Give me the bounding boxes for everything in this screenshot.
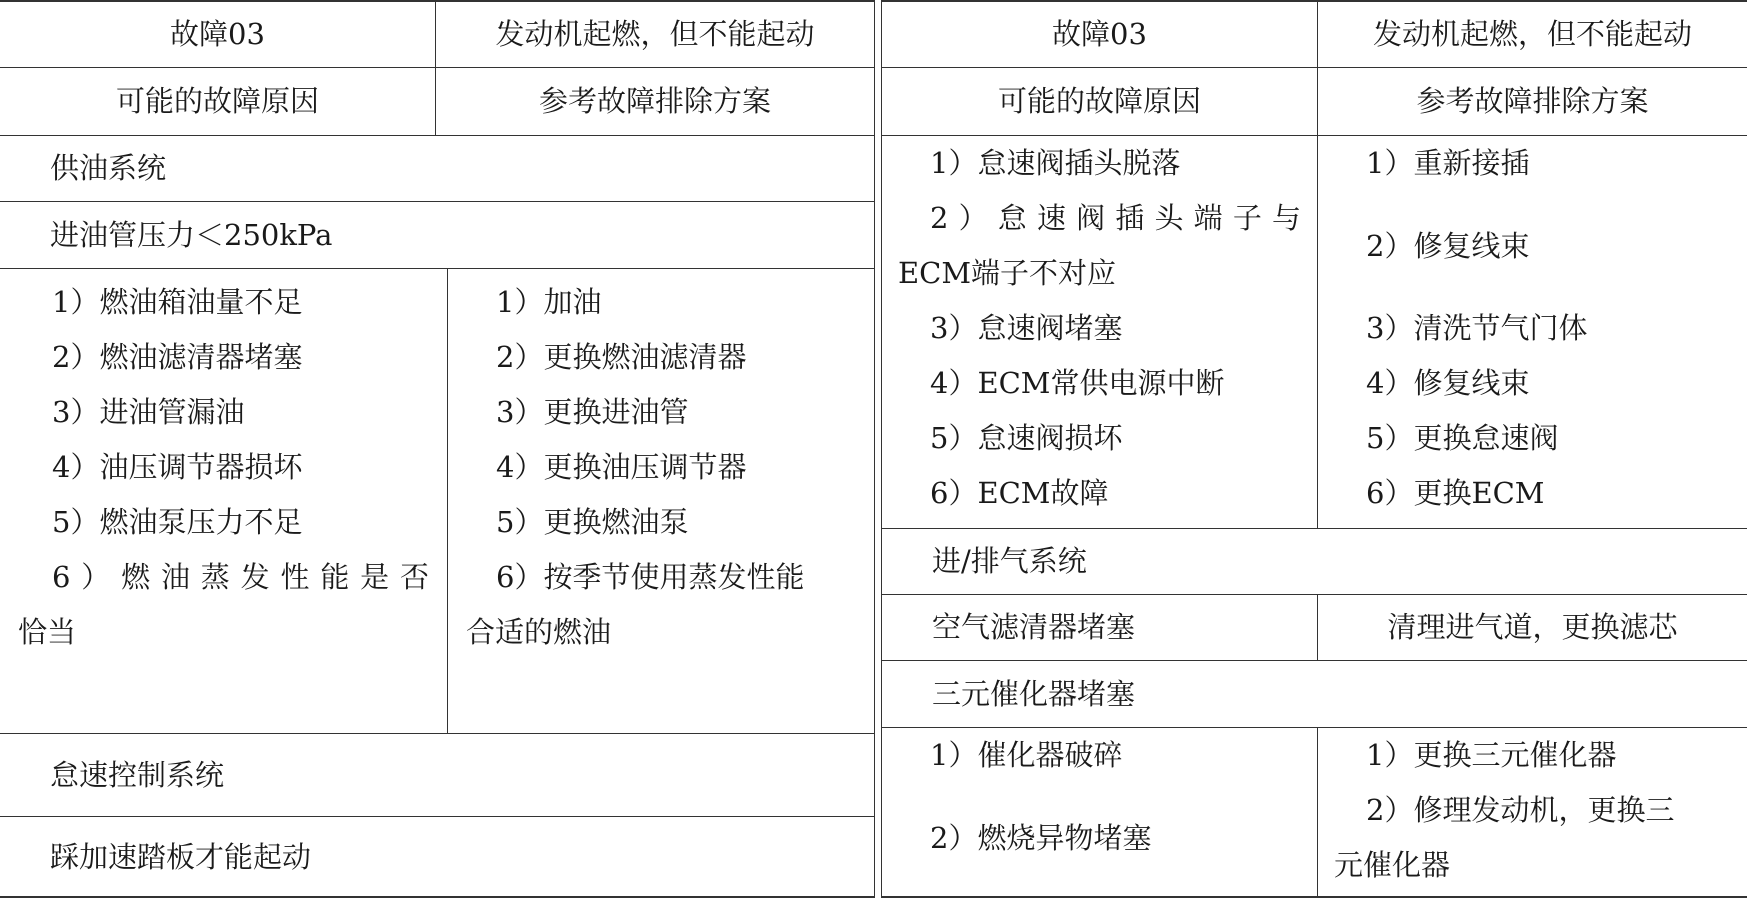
intake-exhaust-cell (882, 529, 1747, 594)
cause-header-cell (882, 68, 1318, 135)
air-filter-fix-cell (1318, 595, 1747, 660)
right-table (882, 0, 1747, 898)
list-item: 1）燃油箱油量不足 (52, 285, 303, 319)
pedal-row (0, 817, 874, 898)
header-row (882, 2, 1747, 68)
pedal-cell (0, 817, 874, 898)
list-item: 5）怠速阀损坏 (930, 421, 1123, 455)
fault-title-cell (1318, 2, 1747, 67)
list-item: 6）按季节使用蒸发性能 (496, 560, 805, 594)
fuel-system-row (0, 136, 874, 202)
catalyst-fix-cell (1318, 728, 1747, 898)
intake-exhaust-row (882, 529, 1747, 595)
list-item: 4）ECM常供电源中断 (930, 366, 1225, 400)
list-item: 2）修理发动机，更换三 (1366, 793, 1675, 827)
fault-code: 故障03 (170, 17, 265, 52)
list-item: 4）油压调节器损坏 (52, 450, 303, 484)
fuel-causes-list (0, 275, 447, 660)
solution-header: 参考故障排除方案 (538, 84, 771, 119)
air-filter-fix: 清理进气道，更换滤芯 (1387, 610, 1678, 645)
fuel-detail-row (0, 269, 874, 734)
idle-system-cell (0, 734, 874, 816)
list-item: 2）燃烧异物堵塞 (930, 821, 1152, 855)
solution-header-cell (436, 68, 874, 135)
cause-header: 可能的故障原因 (115, 84, 319, 119)
fuel-causes-cell (0, 269, 448, 733)
list-item: 2）修复线束 (1366, 229, 1530, 263)
list-item: 3）进油管漏油 (52, 395, 245, 429)
list-item: 6）ECM故障 (930, 476, 1109, 510)
idle-causes-cell (882, 136, 1318, 528)
list-item: ECM端子不对应 (898, 256, 1117, 290)
air-filter-row (882, 595, 1747, 661)
fuel-pressure-cell (0, 202, 874, 268)
idle-solutions-list (1318, 136, 1747, 521)
fuel-solutions-list (448, 275, 874, 660)
subheader-row (882, 68, 1747, 136)
catalyst-fix-list (1318, 728, 1747, 893)
list-item: 1）加油 (496, 285, 602, 319)
fuel-pressure-label: 进油管压力＜250kPa (50, 217, 333, 252)
catalyst-cell (882, 661, 1747, 727)
list-item: 3）更换进油管 (496, 395, 689, 429)
fuel-solutions-cell (448, 269, 874, 733)
fault-code-cell (882, 2, 1318, 67)
fuel-pressure-row (0, 202, 874, 269)
list-item: 1）更换三元催化器 (1366, 738, 1617, 772)
catalyst-label: 三元催化器堵塞 (932, 676, 1136, 711)
air-filter-label: 空气滤清器堵塞 (932, 610, 1136, 645)
list-item: 1）催化器破碎 (930, 738, 1123, 772)
idle-detail-row (882, 136, 1747, 529)
fault-title-cell (436, 2, 874, 67)
list-item: 2）更换燃油滤清器 (496, 340, 747, 374)
list-item: 恰当 (18, 615, 77, 649)
list-item: 5）更换燃油泵 (496, 505, 689, 539)
list-item: 3）清洗节气门体 (1366, 311, 1588, 345)
list-item: 5）更换怠速阀 (1366, 421, 1559, 455)
list-item: 合适的燃油 (466, 615, 612, 649)
list-item: 6）更换ECM (1366, 476, 1545, 510)
fault-code-cell (0, 2, 436, 67)
solution-header: 参考故障排除方案 (1416, 84, 1649, 119)
catalyst-causes-cell (882, 728, 1318, 898)
list-item: 2）怠速阀插头端子与 (930, 201, 1303, 235)
list-item: 6）燃油蒸发性能是否 (52, 560, 431, 594)
catalyst-detail-row (882, 728, 1747, 898)
fuel-system-cell (0, 136, 874, 201)
catalyst-row (882, 661, 1747, 728)
cause-header-cell (0, 68, 436, 135)
cause-header: 可能的故障原因 (997, 84, 1201, 119)
list-item: 2）燃油滤清器堵塞 (52, 340, 303, 374)
list-item: 3）怠速阀堵塞 (930, 311, 1123, 345)
air-filter-cell (882, 595, 1318, 660)
fault-code: 故障03 (1052, 17, 1147, 52)
list-item: 4）更换油压调节器 (496, 450, 747, 484)
list-item: 1）重新接插 (1366, 146, 1530, 180)
list-item: 1）怠速阀插头脱落 (930, 146, 1181, 180)
panel-divider (874, 0, 882, 898)
list-item: 4）修复线束 (1366, 366, 1530, 400)
idle-solutions-cell (1318, 136, 1747, 528)
fault-title: 发动机起燃，但不能起动 (495, 17, 815, 52)
list-item: 元催化器 (1334, 848, 1451, 882)
catalyst-causes-list (882, 728, 1317, 893)
fault-title: 发动机起燃，但不能起动 (1372, 17, 1692, 52)
pedal-label: 踩加速踏板才能起动 (50, 840, 312, 875)
idle-system-row (0, 734, 874, 817)
solution-header-cell (1318, 68, 1747, 135)
intake-exhaust-label: 进/排气系统 (932, 544, 1087, 579)
idle-causes-list (882, 136, 1317, 521)
fuel-system-label: 供油系统 (50, 151, 167, 186)
idle-system-label: 怠速控制系统 (50, 757, 225, 792)
list-item: 5）燃油泵压力不足 (52, 505, 303, 539)
subheader-row (0, 68, 874, 136)
header-row (0, 2, 874, 68)
